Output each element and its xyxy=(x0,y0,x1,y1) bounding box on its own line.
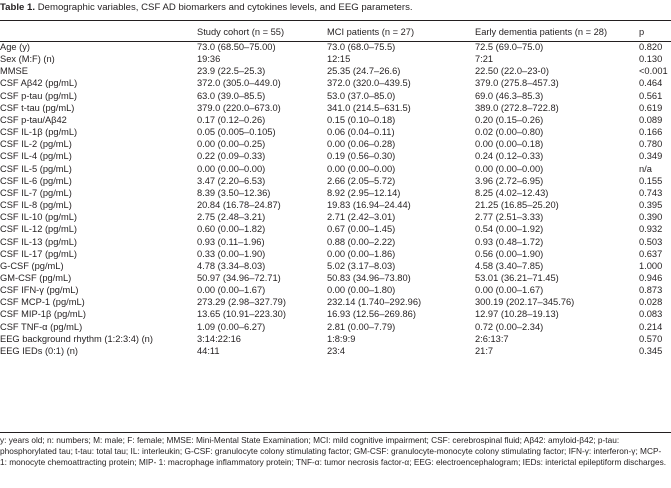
p-value-cell: 0.166 xyxy=(639,127,663,138)
table-row xyxy=(0,260,671,272)
early-dementia-cell: 0.54 (0.00–1.92) xyxy=(475,224,544,235)
p-value-cell: 0.503 xyxy=(639,236,663,247)
mci-cell: 0.00 (0.00–0.00) xyxy=(327,163,396,174)
p-value-cell: 0.089 xyxy=(639,114,663,125)
study-cohort-cell: 0.00 (0.00–0.00) xyxy=(197,163,266,174)
table-row xyxy=(0,308,671,320)
early-dementia-cell: 0.00 (0.00–0.00) xyxy=(475,163,544,174)
caption-text: Demographic variables, CSF AD biomarkers and cytokines levels, and EEG parameters. xyxy=(37,2,413,13)
variable-cell: CSF MCP-1 (pg/mL) xyxy=(0,297,85,308)
variable-cell: G-CSF (pg/mL) xyxy=(0,260,64,271)
study-cohort-cell: 3.47 (2.20–6.53) xyxy=(197,175,266,186)
mci-cell: 372.0 (320.0–439.5) xyxy=(327,78,411,89)
table-row xyxy=(0,126,671,138)
mci-cell: 2.66 (2.05–5.72) xyxy=(327,175,396,186)
variable-cell: CSF Aβ42 (pg/mL) xyxy=(0,78,78,89)
mci-cell: 8.92 (2.95–12.14) xyxy=(327,187,401,198)
variable-cell: CSF IFN-γ (pg/mL) xyxy=(0,285,79,296)
table-row xyxy=(0,345,671,357)
variable-cell: Age (y) xyxy=(0,42,30,52)
table-row xyxy=(0,138,671,150)
mci-cell: 5.02 (3.17–8.03) xyxy=(327,260,396,271)
table-caption xyxy=(0,2,413,13)
data-table xyxy=(0,22,671,357)
p-value-cell: 0.155 xyxy=(639,175,663,186)
table-row xyxy=(0,163,671,175)
study-cohort-cell: 73.0 (68.50–75.00) xyxy=(197,42,276,52)
header-cell-mci: MCI patients (n = 27) xyxy=(327,26,415,37)
study-cohort-cell: 273.29 (2.98–327.79) xyxy=(197,297,286,308)
p-value-cell: 0.083 xyxy=(639,309,663,320)
variable-cell: Sex (M:F) (n) xyxy=(0,54,55,65)
mci-cell: 232.14 (1.740–292.96) xyxy=(327,297,422,308)
table-header xyxy=(0,22,671,41)
mci-cell: 12:15 xyxy=(327,54,351,65)
variable-cell: CSF IL-13 (pg/mL) xyxy=(0,236,77,247)
early-dementia-cell: 0.93 (0.48–1.72) xyxy=(475,236,544,247)
header-row xyxy=(0,22,671,41)
early-dementia-cell: 0.02 (0.00–0.80) xyxy=(475,127,544,138)
study-cohort-cell: 0.22 (0.09–0.33) xyxy=(197,151,266,162)
study-cohort-cell: 0.17 (0.12–0.26) xyxy=(197,114,266,125)
header-cell-study-cohort: Study cohort (n = 55) xyxy=(197,26,285,37)
variable-cell: CSF t-tau (pg/mL) xyxy=(0,102,75,113)
study-cohort-cell: 23.9 (22.5–25.3) xyxy=(197,66,266,77)
p-value-cell: 0.561 xyxy=(639,90,663,101)
table-row xyxy=(0,102,671,114)
variable-cell: EEG background rhythm (1:2:3:4) (n) xyxy=(0,333,153,344)
variable-cell: CSF IL-4 (pg/mL) xyxy=(0,151,72,162)
early-dementia-cell: 0.00 (0.00–0.18) xyxy=(475,139,544,150)
header-rule xyxy=(0,41,671,42)
early-dementia-cell: 3.96 (2.72–6.95) xyxy=(475,175,544,186)
mci-cell: 2.71 (2.42–3.01) xyxy=(327,212,396,223)
study-cohort-cell: 8.39 (3.50–12.36) xyxy=(197,187,271,198)
study-cohort-cell: 63.0 (39.0–85.5) xyxy=(197,90,266,101)
variable-cell: CSF IL-10 (pg/mL) xyxy=(0,212,77,223)
mci-cell: 2.81 (0.00–7.79) xyxy=(327,321,396,332)
table-row xyxy=(0,321,671,333)
study-cohort-cell: 50.97 (34.96–72.71) xyxy=(197,272,281,283)
table-row xyxy=(0,53,671,65)
early-dementia-cell: 69.0 (46.3–85.3) xyxy=(475,90,544,101)
study-cohort-cell: 20.84 (16.78–24.87) xyxy=(197,200,281,211)
mci-cell: 53.0 (37.0–85.0) xyxy=(327,90,396,101)
p-value-cell: 0.345 xyxy=(639,345,663,356)
header-cell-p: p xyxy=(639,26,645,37)
table-body xyxy=(0,41,671,357)
table-row xyxy=(0,77,671,89)
header-cell-variable xyxy=(0,22,197,41)
table-row xyxy=(0,90,671,102)
variable-cell: CSF IL-17 (pg/mL) xyxy=(0,248,77,259)
table-row xyxy=(0,175,671,187)
mci-cell: 0.67 (0.00–1.45) xyxy=(327,224,396,235)
variable-cell: CSF IL-7 (pg/mL) xyxy=(0,187,72,198)
mci-cell: 0.88 (0.00–2.22) xyxy=(327,236,396,247)
early-dementia-cell: 12.97 (10.28–19.13) xyxy=(475,309,559,320)
early-dementia-cell: 389.0 (272.8–722.8) xyxy=(475,102,559,113)
study-cohort-cell: 0.05 (0.005–0.105) xyxy=(197,127,276,138)
p-value-cell: 0.932 xyxy=(639,224,663,235)
early-dementia-cell: 2.77 (2.51–3.33) xyxy=(475,212,544,223)
study-cohort-cell: 4.78 (3.34–8.03) xyxy=(197,260,266,271)
table-row xyxy=(0,199,671,211)
variable-cell: MMSE xyxy=(0,66,28,77)
caption-label: Table 1. xyxy=(0,2,36,13)
mci-cell: 0.00 (0.00–1.80) xyxy=(327,285,396,296)
variable-cell: CSF IL-1β (pg/mL) xyxy=(0,127,78,138)
variable-cell: GM-CSF (pg/mL) xyxy=(0,272,72,283)
study-cohort-cell: 1.09 (0.00–6.27) xyxy=(197,321,266,332)
mci-cell: 1:8:9:9 xyxy=(327,333,356,344)
p-value-cell: 0.820 xyxy=(639,42,663,52)
p-value-cell: 0.390 xyxy=(639,212,663,223)
table-row xyxy=(0,236,671,248)
early-dementia-cell: 0.00 (0.00–1.67) xyxy=(475,285,544,296)
early-dementia-cell: 0.24 (0.12–0.33) xyxy=(475,151,544,162)
table-row xyxy=(0,41,671,53)
p-value-cell: 0.619 xyxy=(639,102,663,113)
mci-cell: 25.35 (24.7–26.6) xyxy=(327,66,401,77)
variable-cell: CSF MIP-1β (pg/mL) xyxy=(0,309,86,320)
table-row xyxy=(0,272,671,284)
variable-cell: CSF IL-6 (pg/mL) xyxy=(0,175,72,186)
study-cohort-cell: 2.75 (2.48–3.21) xyxy=(197,212,266,223)
table-row xyxy=(0,333,671,345)
p-value-cell: 0.349 xyxy=(639,151,663,162)
early-dementia-cell: 8.25 (4.02–12.43) xyxy=(475,187,549,198)
early-dementia-cell: 379.0 (275.8–457.3) xyxy=(475,78,559,89)
mci-cell: 50.83 (34.96–73.80) xyxy=(327,272,411,283)
table-footnote: y: years old; n: numbers; M: male; F: female; MMSE: Mini-Mental State Examination; MCI: mild cognitive impairment; CSF: cerebrospinal fluid; Aβ42: amyloid-β42; p-tau: phosphorylated tau; t-tau: total tau; IL: interleukin; G-CSF: granulocyte colony stimulating factor; GM-CSF: granulocyte-monocyte colony stimulating factor; IFN-γ: interferon-γ; MCP-1: monocyte chemoattracting protein; MIP- 1: macrophage inflammatory protein; TNF-α: tumor necrosis factor-α; EEG: electroencephalogram; IEDs: interictal epileptiform discharges. xyxy=(0,435,667,468)
mci-cell: 0.19 (0.56–0.30) xyxy=(327,151,396,162)
mci-cell: 73.0 (68.0–75.5) xyxy=(327,42,396,52)
bottom-rule xyxy=(0,432,671,433)
table-row xyxy=(0,296,671,308)
mci-cell: 0.00 (0.06–0.28) xyxy=(327,139,396,150)
mci-cell: 19.83 (16.94–24.44) xyxy=(327,200,411,211)
p-value-cell: 0.130 xyxy=(639,54,663,65)
p-value-cell: 0.873 xyxy=(639,285,663,296)
p-value-cell: 0.464 xyxy=(639,78,663,89)
p-value-cell: <0.001 xyxy=(639,66,668,77)
early-dementia-cell: 72.5 (69.0–75.0) xyxy=(475,42,544,52)
p-value-cell: 0.743 xyxy=(639,187,663,198)
early-dementia-cell: 22.50 (22.0–23-0) xyxy=(475,66,549,77)
mci-cell: 23:4 xyxy=(327,345,346,356)
study-cohort-cell: 379.0 (220.0–673.0) xyxy=(197,102,281,113)
variable-cell: CSF IL-8 (pg/mL) xyxy=(0,200,72,211)
table-row xyxy=(0,150,671,162)
p-value-cell: 0.214 xyxy=(639,321,663,332)
mci-cell: 16.93 (12.56–269.86) xyxy=(327,309,416,320)
table-row xyxy=(0,248,671,260)
p-value-cell: n/a xyxy=(639,163,652,174)
p-value-cell: 0.637 xyxy=(639,248,663,259)
early-dementia-cell: 2:6:13:7 xyxy=(475,333,509,344)
p-value-cell: 0.395 xyxy=(639,200,663,211)
variable-cell: CSF IL-2 (pg/mL) xyxy=(0,139,72,150)
variable-cell: EEG IEDs (0:1) (n) xyxy=(0,345,79,356)
table-row xyxy=(0,223,671,235)
study-cohort-cell: 0.60 (0.00–1.82) xyxy=(197,224,266,235)
study-cohort-cell: 0.00 (0.00–0.25) xyxy=(197,139,266,150)
variable-cell: CSF IL-5 (pg/mL) xyxy=(0,163,72,174)
study-cohort-cell: 0.00 (0.00–1.67) xyxy=(197,285,266,296)
p-value-cell: 0.780 xyxy=(639,139,663,150)
study-cohort-cell: 19:36 xyxy=(197,54,221,65)
mci-cell: 0.00 (0.00–1.86) xyxy=(327,248,396,259)
early-dementia-cell: 0.56 (0.00–1.90) xyxy=(475,248,544,259)
early-dementia-cell: 21:7 xyxy=(475,345,494,356)
table-row xyxy=(0,65,671,77)
table-row xyxy=(0,284,671,296)
p-value-cell: 1.000 xyxy=(639,260,663,271)
mci-cell: 0.15 (0.10–0.18) xyxy=(327,114,396,125)
study-cohort-cell: 13.65 (10.91–223.30) xyxy=(197,309,286,320)
table-row xyxy=(0,187,671,199)
early-dementia-cell: 0.20 (0.15–0.26) xyxy=(475,114,544,125)
variable-cell: CSF p-tau/Aβ42 xyxy=(0,114,67,125)
mci-cell: 0.06 (0.04–0.11) xyxy=(327,127,395,138)
study-cohort-cell: 3:14:22:16 xyxy=(197,333,241,344)
p-value-cell: 0.028 xyxy=(639,297,663,308)
study-cohort-cell: 0.93 (0.11–1.96) xyxy=(197,236,265,247)
early-dementia-cell: 7:21 xyxy=(475,54,494,65)
study-cohort-cell: 0.33 (0.00–1.90) xyxy=(197,248,266,259)
p-value-cell: 0.946 xyxy=(639,272,663,283)
variable-cell: CSF TNF-α (pg/mL) xyxy=(0,321,83,332)
header-cell-early-dementia: Early dementia patients (n = 28) xyxy=(475,26,608,37)
study-cohort-cell: 372.0 (305.0–449.0) xyxy=(197,78,281,89)
early-dementia-cell: 0.72 (0.00–2.34) xyxy=(475,321,544,332)
early-dementia-cell: 53.01 (36.21–71.45) xyxy=(475,272,559,283)
variable-cell: CSF IL-12 (pg/mL) xyxy=(0,224,77,235)
table-row xyxy=(0,114,671,126)
variable-cell: CSF p-tau (pg/mL) xyxy=(0,90,77,101)
mci-cell: 341.0 (214.5–631.5) xyxy=(327,102,411,113)
top-rule xyxy=(0,20,671,21)
p-value-cell: 0.570 xyxy=(639,333,663,344)
early-dementia-cell: 300.19 (202.17–345.76) xyxy=(475,297,575,308)
early-dementia-cell: 4.58 (3.40–7.85) xyxy=(475,260,544,271)
table-row xyxy=(0,211,671,223)
study-cohort-cell: 44:11 xyxy=(197,345,220,356)
early-dementia-cell: 21.25 (16.85–25.20) xyxy=(475,200,559,211)
